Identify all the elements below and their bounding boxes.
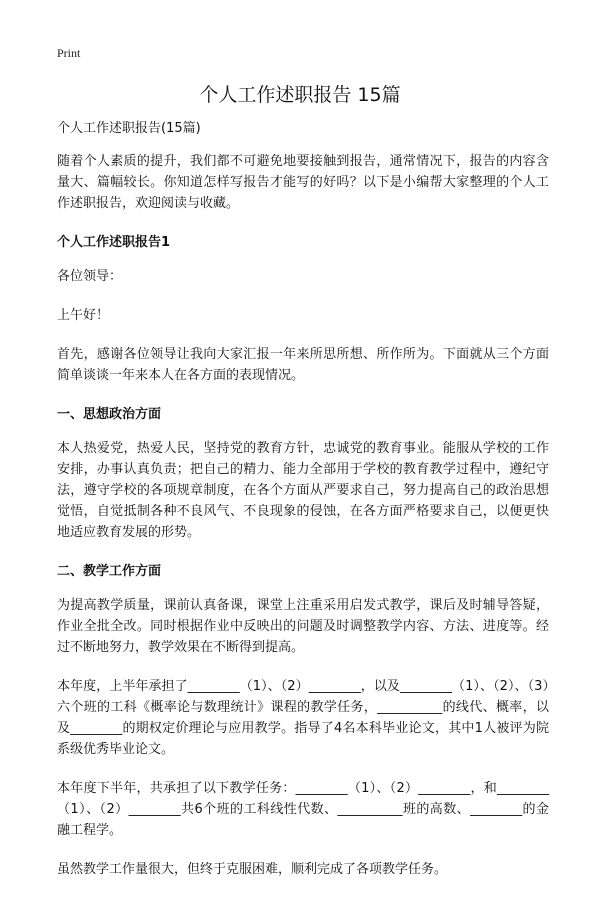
print-link[interactable]: Print (57, 46, 81, 60)
first-half-paragraph: 本年度，上半年承担了________（1）、（2）________，以及________（1）、（2）、（3）六个班的工科《概率论与数理统计》课程的教学任务，__________的线代、概率，以及________的期权定价理论与应用教学。指导了4名本科毕业论文，其中1人被评为院系级优秀毕业论文。 (57, 679, 549, 757)
opening-paragraph: 首先，感谢各位领导让我向大家汇报一年来所思所想、所作所为。下面就从三个方面简单谈谈一年来本人在各方面的表现情况。 (57, 347, 549, 383)
closing-paragraph: 虽然教学工作量很大，但终于克服困难，顺利完成了各项教学任务。 (57, 862, 448, 877)
section-heading-report-1: 个人工作述职报告1 (57, 235, 171, 250)
second-half-paragraph: 本年度下半年，共承担了以下教学任务：________（1）、（2）________，和________（1）、（2）________共6个班的工科线性代数、__________班的高数、________的金融工程学。 (57, 781, 549, 838)
greeting-morning: 上午好！ (57, 308, 110, 323)
greeting-leaders: 各位领导： (57, 269, 123, 284)
heading-politics: 一、思想政治方面 (57, 407, 162, 422)
document-body (57, 118, 549, 898)
document-subtitle: 个人工作述职报告(15篇) (57, 121, 201, 136)
page-title: 个人工作述职报告 15篇 (199, 84, 401, 106)
heading-teaching: 二、教学工作方面 (57, 564, 162, 579)
intro-paragraph: 随着个人素质的提升，我们都不可避免地要接触到报告，通常情况下，报告的内容含量大、篇幅较长。你知道怎样写报告才能写的好吗？以下是小编帮大家整理的个人工作述职报告，欢迎阅读与收藏。 (57, 154, 549, 211)
politics-paragraph: 本人热爱党，热爱人民，坚持党的教育方针，忠诚党的教育事业。能服从学校的工作安排，办事认真负责；把自己的精力、能力全部用于学校的教育教学过程中，遵纪守法，遵守学校的各项规章制度，在各个方面从严要求自己，努力提高自己的政治思想觉悟，自觉抵制各种不良风气、不良现象的侵蚀，在各方面严格要求自己，以便更快地适应教育发展的形势。 (57, 441, 549, 540)
teaching-paragraph: 为提高教学质量，课前认真备课，课堂上注重采用启发式教学，课后及时辅导答疑，作业全批全改。同时根据作业中反映出的问题及时调整教学内容、方法、进度等。经过不断地努力，教学效果在不断得到提高。 (57, 598, 549, 655)
